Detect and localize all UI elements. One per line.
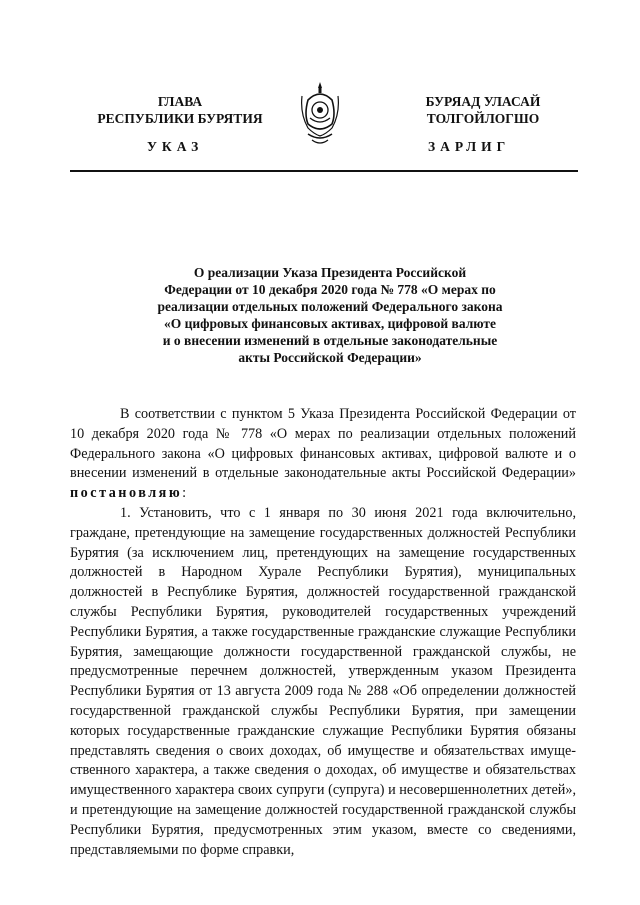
header-divider bbox=[70, 170, 578, 172]
clause-1-paragraph: 1. Установить, что с 1 января по 30 июня 2021 года включительно, граждане, претендующие на замещение государственных должностей Республики Бурятия (за исключением лиц, претендующих на замещение государственных должностей в Народном Хурале Республики Бурятия), муниципальных должностей в Республике Бурятия, должностей государственной гражданской службы Республики Бурятия, руководителей государственных учреждений Республики Бурятия, а также государственные гражданские служащие Республики Бурятия, замещающие должности государственной гражданской службы, не предусмотренные перечнем должностей, утвержденным указом Президента Республики Бурятия от 13 августа 2009 года № 288 «Об определении должностей государственной гражданской службы Республики Бурятия, при замещении которых государственные гражданские служащие Республики Бурятия обязаны представлять сведения о своих доходах, об имуществе и обязательствах имущественного характера, а также сведения о доходах, об имуществе и обязательствах имущественного характера своих супруги (супруга) и несовершеннолетних детей», и претендующие на замещение должностей государственной гражданской службы Республики Бурятия, предусмотренных этим указом, вместе со сведениями, представляемыми по форме справки, bbox=[70, 505, 576, 858]
title-line: и о внесении изменений в отдельные законодательные bbox=[162, 333, 498, 348]
title-line: О реализации Указа Президента Российской bbox=[193, 265, 467, 280]
title-line: Федерации от 10 декабря 2020 года № 778 «О мерах по bbox=[164, 282, 496, 297]
header-right-line1: БУРЯАД УЛАСАЙ bbox=[425, 94, 541, 109]
title-line: реализации отдельных положений Федерального закона bbox=[157, 299, 503, 314]
header-left bbox=[80, 93, 280, 127]
decree-word: постановляю bbox=[70, 485, 183, 502]
doc-type-left: УКАЗ bbox=[147, 139, 204, 154]
decree-colon: : bbox=[182, 485, 187, 502]
title-line: «О цифровых финансовых активах, цифровой валюте bbox=[163, 316, 497, 331]
preamble-text: В соответствии с пунктом 5 Указа Президента Российской Федерации от 10 декабря 2020 года № 778 «О мерах по реализации отдельных положений Федерального закона «О цифровых финансовых активах, цифровой валюте и о внесении изменений в отдельные законодательные акты Российской Федерации» bbox=[70, 406, 576, 482]
coat-of-arms-icon bbox=[298, 80, 342, 148]
header-right bbox=[378, 93, 588, 127]
document-title bbox=[110, 264, 550, 366]
title-line: акты Российской Федерации» bbox=[238, 350, 422, 365]
header-right-line2: ТОЛГОЙЛОГШО bbox=[426, 111, 540, 126]
doc-type-right: ЗАРЛИГ bbox=[428, 139, 511, 154]
header-left-line1: ГЛАВА bbox=[157, 94, 203, 109]
preamble-paragraph bbox=[70, 405, 576, 504]
header-left-line2: РЕСПУБЛИКИ БУРЯТИЯ bbox=[97, 111, 263, 126]
